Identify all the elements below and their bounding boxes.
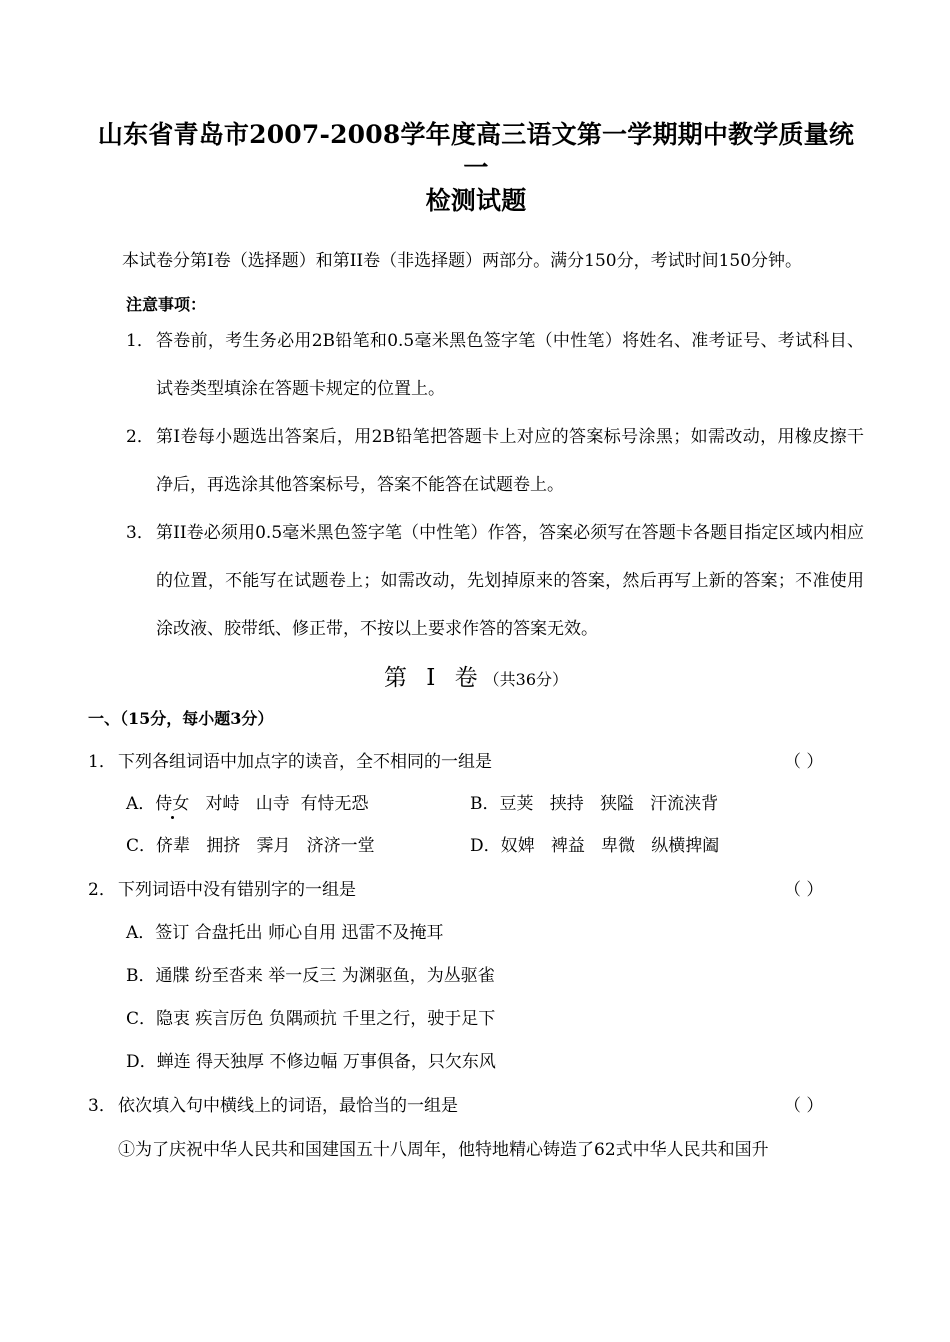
question-text: 下列词语中没有错别字的一组是 bbox=[118, 880, 356, 900]
word: 有恃无恐 bbox=[300, 794, 369, 814]
question-sentence: ①为了庆祝中华人民共和国建国五十八周年，他特地精心铸造了62式中华人民共和国升 bbox=[118, 1140, 769, 1160]
word: 对峙 bbox=[205, 794, 240, 814]
question-text: 下列各组词语中加点字的读音，全不相同的一组是 bbox=[118, 752, 492, 772]
word: 裨益 bbox=[550, 836, 585, 856]
word: 卑微 bbox=[601, 836, 636, 856]
answer-blank: （ ） bbox=[784, 880, 824, 900]
option-label: D． bbox=[470, 836, 501, 856]
answer-blank: （ ） bbox=[784, 752, 824, 772]
word: 霁月 bbox=[256, 836, 291, 856]
question-text: 依次填入句中横线上的词语，最恰当的一组是 bbox=[118, 1096, 458, 1116]
word: 奴婢 bbox=[500, 836, 535, 856]
option-b bbox=[470, 791, 814, 817]
notes-heading: 注意事项： bbox=[126, 295, 207, 314]
question-number: 3． bbox=[88, 1096, 116, 1116]
intro-paragraph: 本试卷分第I卷（选择题）和第II卷（非选择题）两部分。满分150分，考试时间150分钟。 bbox=[122, 251, 803, 271]
word: 侍女 bbox=[155, 794, 190, 814]
question-2 bbox=[88, 877, 864, 903]
option-a: A．签订 合盘托出 师心自用 迅雷不及掩耳 bbox=[126, 923, 444, 943]
word: 汗流浃背 bbox=[650, 794, 719, 814]
word: 拥挤 bbox=[206, 836, 241, 856]
title-line-1: 山东省青岛市2007-2008学年度高三语文第一学期期中教学质量统一 bbox=[97, 120, 855, 182]
question-1 bbox=[88, 749, 864, 775]
word: 狭隘 bbox=[599, 794, 634, 814]
word: 纵横捭阖 bbox=[651, 836, 720, 856]
note-item bbox=[88, 413, 864, 509]
option-c bbox=[126, 833, 470, 859]
word: 山寺 bbox=[255, 794, 290, 814]
word: 挟持 bbox=[549, 794, 584, 814]
exam-page bbox=[88, 118, 864, 1163]
note-item bbox=[88, 317, 864, 413]
note-text: 第I卷每小题选出答案后，用2B铅笔把答题卡上对应的答案标号涂黑；如需改动，用橡皮擦干净后，再选涂其他答案标号，答案不能答在试题卷上。 bbox=[156, 427, 864, 495]
note-item bbox=[88, 509, 864, 653]
page-title bbox=[88, 118, 864, 217]
note-number: 3． bbox=[126, 523, 154, 543]
note-text: 答卷前，考生务必用2B铅笔和0.5毫米黑色签字笔（中性笔）将姓名、准考证号、考试科目、试卷类型填涂在答题卡规定的位置上。 bbox=[156, 331, 864, 399]
option-d bbox=[470, 833, 814, 859]
option-label: A． bbox=[126, 794, 156, 814]
word: 豆荚 bbox=[499, 794, 534, 814]
section-subtitle: （共36分） bbox=[483, 670, 569, 689]
option-row bbox=[88, 791, 864, 817]
option-label: B． bbox=[470, 794, 500, 814]
option-a bbox=[126, 791, 470, 817]
part-heading: 一、（15分，每小题3分） bbox=[88, 709, 274, 728]
answer-blank: （ ） bbox=[784, 1096, 824, 1116]
note-text: 第II卷必须用0.5毫米黑色签字笔（中性笔）作答，答案必须写在答题卡各题目指定区域内相应的位置，不能写在试题卷上；如需改动，先划掉原来的答案，然后再写上新的答案；不准使用涂改液、胶带纸、修正带，不按以上要求作答的答案无效。 bbox=[156, 523, 864, 639]
option-d: D．蝉连 得天独厚 不修边幅 万事俱备，只欠东风 bbox=[126, 1052, 496, 1072]
option-row bbox=[88, 833, 864, 859]
question-number: 1． bbox=[88, 752, 116, 772]
word: 济济一堂 bbox=[306, 836, 375, 856]
option-label: C． bbox=[126, 836, 157, 856]
section-heading bbox=[88, 661, 864, 697]
option-c: C．隐衷 疾言厉色 负隅顽抗 千里之行，驶于足下 bbox=[126, 1009, 496, 1029]
question-3 bbox=[88, 1093, 864, 1119]
section-title: 第 I 卷 bbox=[383, 665, 484, 691]
question-number: 2． bbox=[88, 880, 116, 900]
title-line-2: 检测试题 bbox=[425, 186, 527, 215]
word: 侪辈 bbox=[156, 836, 191, 856]
note-number: 1． bbox=[126, 331, 154, 351]
option-b: B．通牒 纷至沓来 举一反三 为渊驱鱼，为丛驱雀 bbox=[126, 966, 495, 986]
note-number: 2． bbox=[126, 427, 154, 447]
